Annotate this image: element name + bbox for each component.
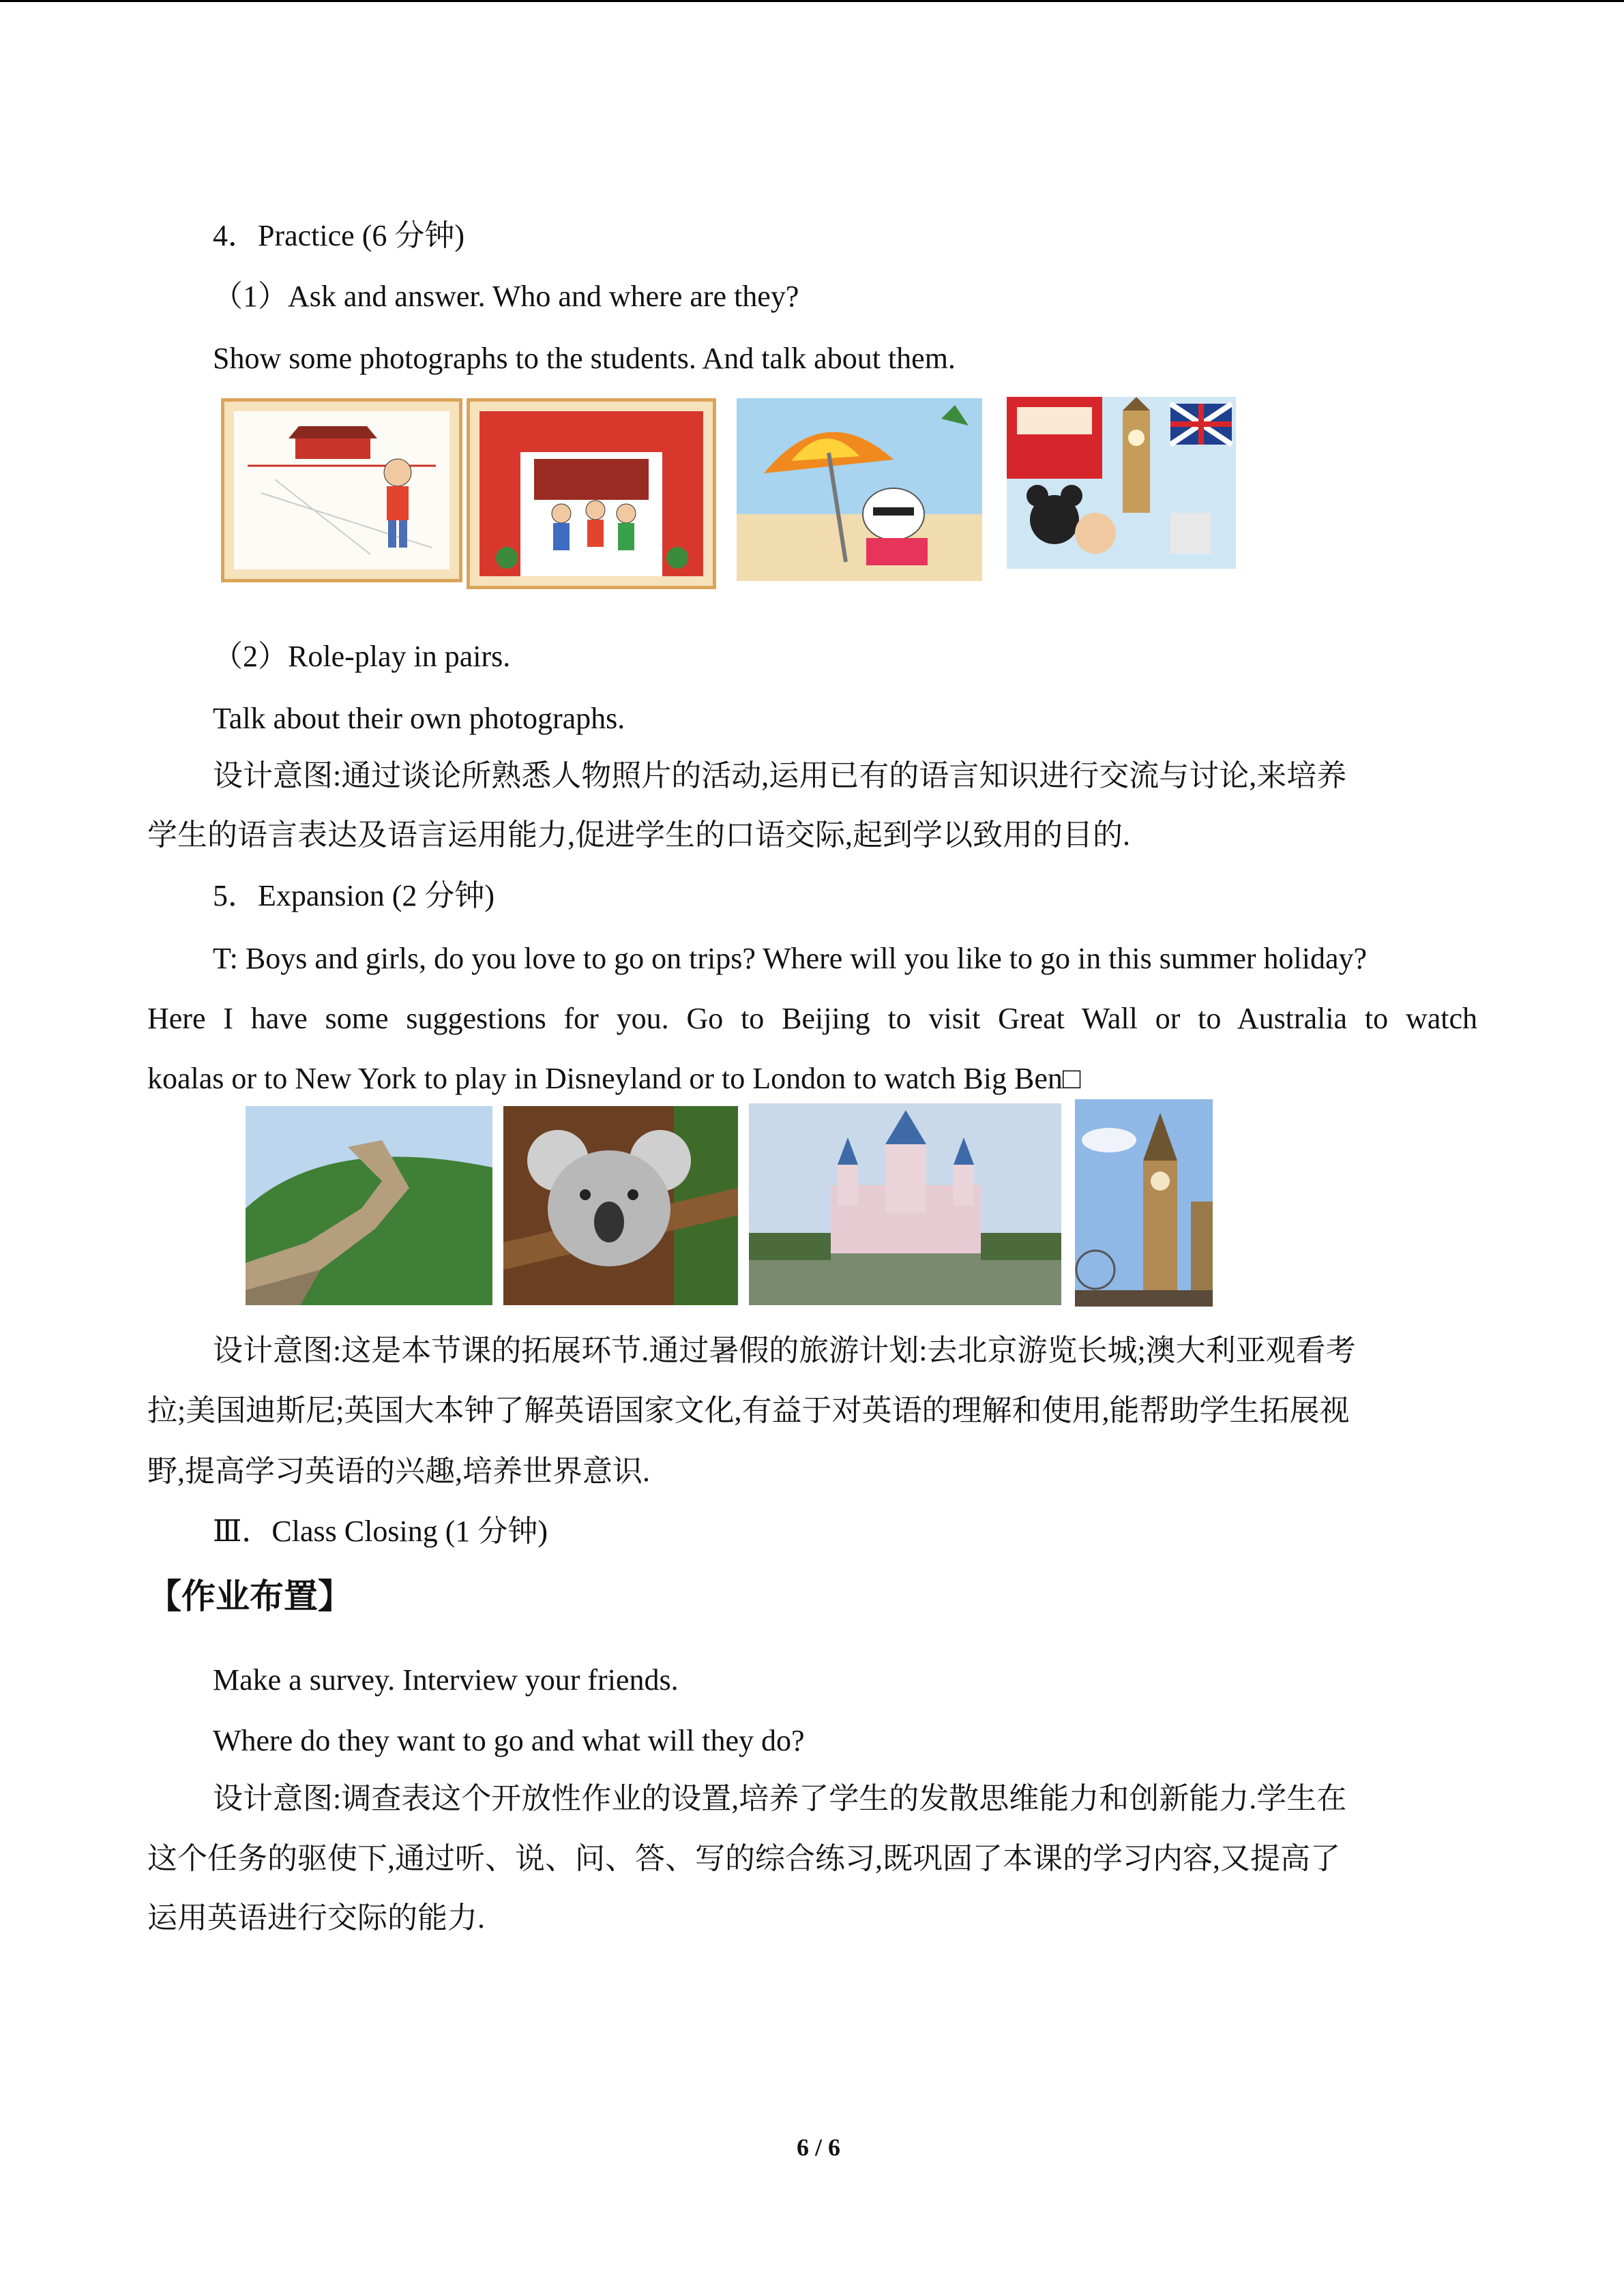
homework-intent-line-3: 运用英语进行交际的能力. xyxy=(147,1901,485,1935)
london-disney-photo xyxy=(1007,397,1236,569)
temple-gate-photo xyxy=(467,398,716,589)
practice-intent-line-2: 学生的语言表达及语言运用能力,促进学生的口语交际,起到学以致用的目的. xyxy=(147,818,1130,852)
tiananmen-photo xyxy=(221,398,462,582)
big-ben-photo xyxy=(1075,1099,1213,1307)
homework-intent-line-2: 这个任务的驱使下,通过听、说、问、答、写的综合练习,既巩固了本课的学习内容,又提高了 xyxy=(147,1842,1340,1875)
practice-item-1: （1）Ask and answer. Who and where are they? xyxy=(213,280,799,313)
expansion-intent-line-3: 野,提高学习英语的兴趣,培养世界意识. xyxy=(147,1455,650,1488)
great-wall-photo xyxy=(246,1106,492,1305)
homework-intent-line-1: 设计意图:调查表这个开放性作业的设置,培养了学生的发散思维能力和创新能力.学生在 xyxy=(213,1782,1347,1815)
class-closing-heading: Ⅲ．Class Closing (1 分钟) xyxy=(213,1515,548,1548)
expansion-intent-line-1: 设计意图:这是本节课的拓展环节.通过暑假的旅游计划:去北京游览长城;澳大利亚观看考 xyxy=(213,1334,1356,1367)
practice-item-2: （2）Role-play in pairs. xyxy=(213,640,511,673)
homework-line-2: Where do they want to go and what will they do? xyxy=(213,1724,805,1757)
expansion-line-2: Here I have some suggestions for you. Go to Beijing to visit Great Wall or to Australia to watch xyxy=(147,1002,1477,1035)
expansion-intent-line-2: 拉;美国迪斯尼;英国大本钟了解英语国家文化,有益于对英语的理解和使用,能帮助学生拓展视 xyxy=(147,1394,1350,1427)
practice-intent-line-1: 设计意图:通过谈论所熟悉人物照片的活动,运用已有的语言知识进行交流与讨论,来培养 xyxy=(213,759,1347,792)
expansion-heading: 5．Expansion (2 分钟) xyxy=(213,879,495,912)
homework-line-1: Make a survey. Interview your friends. xyxy=(213,1663,679,1697)
page-number: 6 / 6 xyxy=(796,2134,840,2161)
expansion-line-1: T: Boys and girls, do you love to go on trips? Where will you like to go in this summer holiday? xyxy=(213,942,1368,975)
practice-heading: 4．Practice (6 分钟) xyxy=(213,219,464,252)
disneyland-castle-photo xyxy=(749,1103,1061,1305)
expansion-line-3: koalas or to New York to play in Disneyland or to London to watch Big Ben□ xyxy=(147,1062,1081,1095)
practice-show-text: Show some photographs to the students. And talk about them. xyxy=(213,342,956,375)
homework-title: 【作业布置】 xyxy=(147,1577,352,1616)
beach-hello-kitty-photo xyxy=(737,398,982,581)
top-border xyxy=(0,0,1624,2)
practice-talk-text: Talk about their own photographs. xyxy=(213,702,625,735)
koala-photo xyxy=(503,1106,738,1305)
